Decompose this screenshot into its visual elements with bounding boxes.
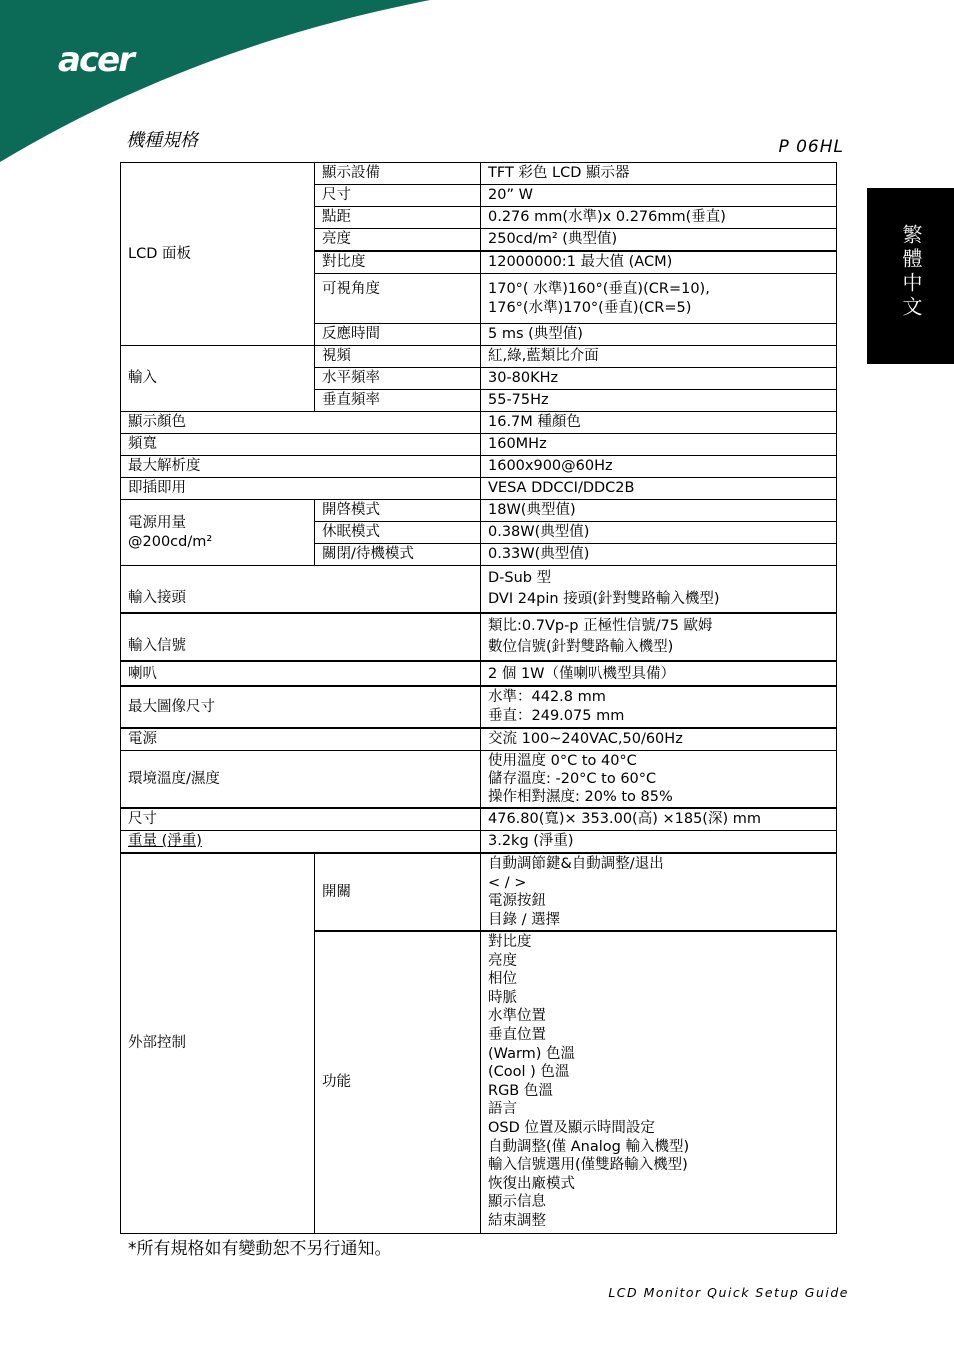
language-tab-label: 繁體中文 [899, 224, 923, 320]
spec-name: 開關 [315, 853, 481, 931]
spec-value: 交流 100~240VAC,50/60Hz [481, 728, 837, 751]
table-row [121, 163, 837, 185]
spec-name: 關閉/待機模式 [315, 544, 481, 566]
power-consumption-title: 電源用量 [128, 514, 186, 531]
spec-value: 0.38W(典型值) [481, 522, 837, 544]
spec-name: 尺寸 [315, 185, 481, 207]
footnote: *所有規格如有變動恕不另行通知。 [128, 1239, 392, 1259]
spec-name: 水平頻率 [315, 368, 481, 390]
table-row [121, 478, 837, 500]
table-row [121, 346, 837, 368]
spec-value: 0.276 mm(水準)x 0.276mm(垂直) [481, 207, 837, 229]
spec-value: 2 個 1W（僅喇叭機型具備） [481, 661, 837, 686]
spec-name: 開啓模式 [315, 500, 481, 522]
spec-name: 可視角度 [315, 274, 481, 324]
table-row [121, 661, 837, 686]
spec-name: 電源 [121, 728, 481, 751]
spec-table [120, 162, 837, 1234]
spec-value: 水準：442.8 mm 垂直：249.075 mm [481, 686, 837, 728]
spec-value: 16.7M 種顏色 [481, 412, 837, 434]
spec-value: 0.33W(典型值) [481, 544, 837, 566]
page-title: 機種規格 [126, 130, 198, 151]
table-row [121, 613, 837, 637]
spec-value: VESA DDCCI/DDC2B [481, 478, 837, 500]
table-row [121, 831, 837, 854]
spec-name: 視頻 [315, 346, 481, 368]
spec-name: 最大圖像尺寸 [121, 686, 481, 728]
spec-name: 即插即用 [121, 478, 481, 500]
model-name: P 06HL [778, 137, 844, 157]
spec-value: DVI 24pin 接頭(針對雙路輸入機型) [481, 589, 837, 613]
spec-name: 輸入接頭 [121, 566, 481, 614]
spec-name: 頻寬 [121, 434, 481, 456]
spec-value: 1600x900@60Hz [481, 456, 837, 478]
spec-name: 顯示設備 [315, 163, 481, 185]
spec-name: 輸入信號 [121, 613, 481, 661]
spec-name: 休眠模式 [315, 522, 481, 544]
external-controls-label: 外部控制 [121, 853, 315, 1233]
table-row [121, 412, 837, 434]
table-row [121, 566, 837, 590]
spec-name: 環境溫度/濕度 [121, 751, 481, 809]
spec-name: 尺寸 [121, 808, 481, 831]
spec-value: 476.80(寬)× 353.00(高) ×185(深) mm [481, 808, 837, 831]
language-tab [867, 188, 954, 364]
spec-value: 170°( 水準)160°(垂直)(CR=10), 176°(水準)170°(垂直)(CR=5) [481, 274, 837, 324]
spec-name: 反應時間 [315, 324, 481, 346]
spec-value: 160MHz [481, 434, 837, 456]
spec-value: 類比:0.7Vp-p 正極性信號/75 歐姆 [481, 613, 837, 637]
spec-name: 重量 (淨重) [121, 831, 481, 854]
spec-value: 自動調節鍵&自動調整/退出 < / > 電源按鈕 目錄 / 選擇 [481, 853, 837, 931]
spec-name: 喇叭 [121, 661, 481, 686]
spec-value: 數位信號(針對雙路輸入機型) [481, 637, 837, 661]
power-consumption-subtitle: @200cd/m² [128, 533, 213, 550]
spec-value: 18W(典型值) [481, 500, 837, 522]
footer-guide: LCD Monitor Quick Setup Guide [608, 1285, 849, 1300]
spec-value: 使用溫度 0°C to 40°C 儲存溫度: -20°C to 60°C 操作相對濕度: 20% to 85% [481, 751, 837, 809]
spec-name: 功能 [315, 931, 481, 1233]
spec-value: 55-75Hz [481, 390, 837, 412]
table-row [121, 728, 837, 751]
table-row [121, 456, 837, 478]
table-row [121, 434, 837, 456]
table-row [121, 853, 837, 931]
spec-value: 5 ms (典型值) [481, 324, 837, 346]
spec-value: 對比度 亮度 相位 時脈 水準位置 垂直位置 (Warm) 色溫 (Cool ) 色溫 RGB 色溫 語言 OSD 位置及顯示時間設定 自動調整(僅 Analog 輸入機型) 輸入信號選用(僅雙路輸入機型) 恢復出廠模式 顯示信息 結束調整 [481, 931, 837, 1233]
spec-name: 對比度 [315, 251, 481, 274]
spec-name: 點距 [315, 207, 481, 229]
spec-name: 垂直頻率 [315, 390, 481, 412]
spec-name: 亮度 [315, 229, 481, 252]
spec-value: D-Sub 型 [481, 566, 837, 590]
lcd-panel-label: LCD 面板 [121, 163, 315, 346]
table-row [121, 751, 837, 809]
spec-name: 顯示顏色 [121, 412, 481, 434]
spec-value: 20” W [481, 185, 837, 207]
spec-name: 最大解析度 [121, 456, 481, 478]
spec-value: 30-80KHz [481, 368, 837, 390]
spec-value: 250cd/m² (典型值) [481, 229, 837, 252]
table-row [121, 808, 837, 831]
power-consumption-label [121, 500, 315, 566]
spec-value: TFT 彩色 LCD 顯示器 [481, 163, 837, 185]
spec-value: 紅,綠,藍類比介面 [481, 346, 837, 368]
input-label: 輸入 [121, 346, 315, 412]
table-row [121, 686, 837, 728]
header-swoosh-shape [0, 0, 430, 162]
acer-logo: acer [58, 40, 133, 80]
spec-value: 3.2kg (淨重) [481, 831, 837, 854]
spec-value: 12000000:1 最大值 (ACM) [481, 251, 837, 274]
table-row [121, 500, 837, 522]
